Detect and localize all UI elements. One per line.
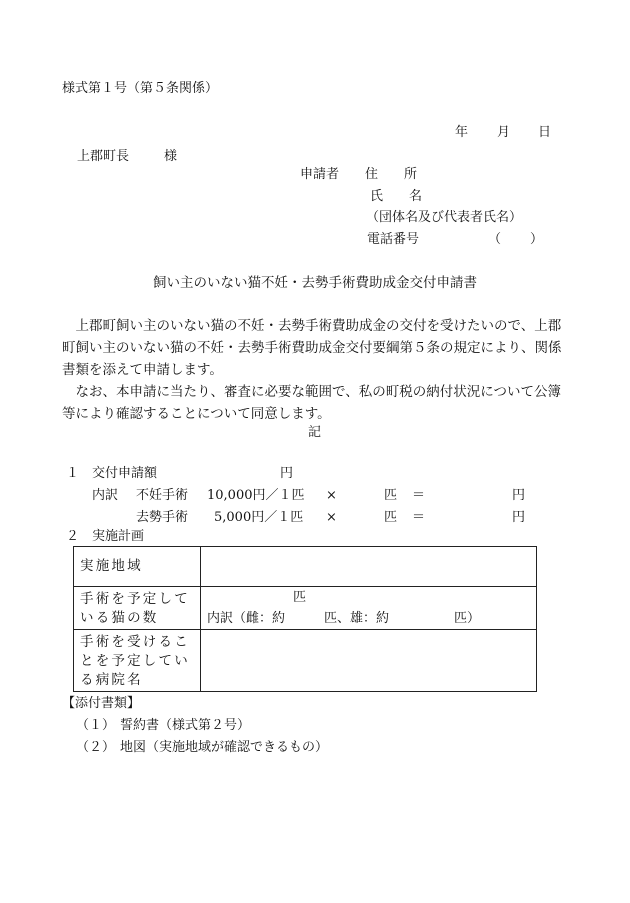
section1-number: １ [66,466,80,481]
breakdown-yen: 円 [512,488,526,503]
address-label: 住 所 [365,167,418,182]
implementation-plan-table [73,546,537,692]
date-year-label: 年 [455,125,469,140]
section2-number: ２ [66,529,80,544]
breakdown-count-unit: 匹 [384,510,398,525]
hospital-label-line: とを予定してい [80,653,190,669]
breakdown-item: 去勢手術 [136,510,189,525]
breakdown-times: × [326,488,337,503]
cats-label-line: 手術を予定して [80,591,190,607]
section2-label: 実施計画 [92,529,145,544]
area-label-cell [74,547,201,587]
group-note: （団体名及び代表者氏名） [366,210,523,225]
breakdown-rate: 10,000円／１匹 [207,488,305,503]
date-day-label: 日 [538,125,552,140]
cats-unit: 匹 [293,590,307,605]
cats-breakdown: 内訳（雌：約 匹、雄：約 匹） [207,611,481,626]
section1-yen: 円 [280,466,294,481]
phone-paren-close: ） [530,232,544,247]
document-title: 飼い主のいない猫不妊・去勢手術費助成金交付申請書 [153,275,477,291]
breakdown-rate: 5,000円／１匹 [214,510,304,525]
hospital-label-cell [74,630,201,692]
breakdown-item: 不妊手術 [136,488,189,503]
breakdown-times: × [326,510,337,525]
addressee: 上郡町長 [77,149,130,164]
attachments-heading: 【添付書類】 [62,696,141,711]
area-label: 実施地域 [80,558,143,574]
phone-label: 電話番号 [367,232,420,247]
applicant-label: 申請者 [300,167,340,182]
breakdown-label: 内訳 [92,488,119,503]
section1-label: 交付申請額 [92,466,158,481]
attachment-number: （１） [76,718,116,733]
attachment-text: 誓約書（様式第２号） [120,718,251,733]
breakdown-count-unit: 匹 [384,488,398,503]
cats-value-cell [201,587,537,630]
phone-paren-open: （ [488,232,502,247]
cats-label-cell [74,587,201,630]
attachment-text: 地図（実施地域が確認できるもの） [120,740,329,755]
area-value-cell [201,547,537,587]
breakdown-equals: ＝ [412,488,426,503]
body-paragraph-1: 上郡町飼い主のいない猫の不妊・去勢手術費助成金の交付を受けたいので、上郡町飼い主のいない猫の不妊・去勢手術費助成金交付要綱第５条の規定により、関係書類を添えて申請します。 [62,318,562,378]
body-paragraph-2: なお、本申請に当たり、審査に必要な範囲で、私の町税の納付状況について公簿等により確認することについて同意します。 [62,384,561,422]
addressee-honorific: 様 [164,149,178,164]
hospital-label-line: 手術を受けるこ [80,634,190,650]
hospital-label-line: る病院名 [80,672,143,688]
hospital-value-cell [201,630,537,692]
date-month-label: 月 [497,125,511,140]
attachment-number: （２） [76,740,116,755]
cats-label-line: いる猫の数 [80,610,159,626]
breakdown-yen: 円 [512,510,526,525]
form-number: 様式第１号（第５条関係） [62,81,219,96]
ki-mark: 記 [308,425,322,440]
name-label: 氏 名 [370,189,423,204]
breakdown-equals: ＝ [412,510,426,525]
